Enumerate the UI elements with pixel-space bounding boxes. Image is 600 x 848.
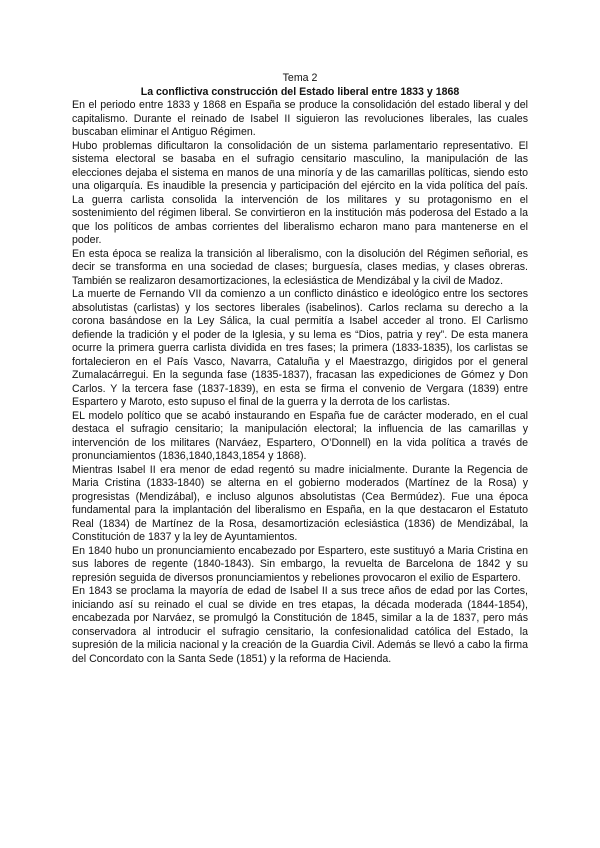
paragraph-political-model: EL modelo político que se acabó instaurando en España fue de carácter moderado, en el cual destaca el sufragio censitario; la manipulación electoral; la influencia de las camarillas y intervención de los militares (Narváez, Espartero, O’Donnell) en la vida política a través de pronunciamientos (1836,1840,1843,1854 y 1868). [72, 409, 528, 462]
paragraph-intro: En el periodo entre 1833 y 1868 en España se produce la consolidación del estado liberal y del capitalismo. Durante el reinado de Isabel II siguieron las revoluciones liberales, las cuales buscaban eliminar el Antiguo Régimen. [72, 99, 528, 138]
paragraph-carlist-war: La muerte de Fernando VII da comienzo a un conflicto dinástico e ideológico entre los sectores absolutistas (carlistas) y los sectores liberales (isabelinos). Carlos reclama su derecho a la corona basándose en la Ley Sálica, la cual permitía a Isabel acceder al trono. El Carlismo defiende la tradición y el poder de la Iglesia, y su lema es “Dios, patria y rey”. De esta manera ocurre la primera guerra carlista dividida en tres fases; la primera (1833-1835), los carlistas se fortalecieron en el País Vasco, Navarra, Cataluña y el Maestrazgo, dirigidos por el general Zumalacárregui. En la segunda fase (1835-1837), fracasan las expediciones de Gómez y Don Carlos. Y la tercera fase (1837-1839), en esta se firma el convenio de Vergara (1839) entre Espartero y Maroto, esto supuso el final de la guerra y la derrota de los carlistas. [72, 288, 528, 408]
paragraph-espartero-regency: En 1840 hubo un pronunciamiento encabezado por Espartero, este sustituyó a Maria Cristina en sus labores de regente (1840-1843). Sin embargo, la revuelta de Barcelona de 1842 y su represión seguida de diversos pronunciamientos y rebeliones provocaron el exilio de Espartero. [72, 544, 528, 584]
document-title: La conflictiva construcción del Estado liberal entre 1833 y 1868 [140, 85, 460, 98]
paragraph-isabel-reign: En 1843 se proclama la mayoría de edad de Isabel II a sus trece años de edad por las Cortes, iniciando así su reinado el cual se divide en tres etapas, la década moderada (1844-1854), encabezada por Narváez, se promulgó la Constitución de 1845, similar a la de 1837, pero más conservadora al introducir el sufragio censitario, la confesionalidad católica del Estado, la supresión de la milicia nacional y la creación de la Guardia Civil. Además se llevó a cabo la firma del Concordato con la Santa Sede (1851) y la reforma de Hacienda. [72, 585, 528, 665]
paragraph-liberal-transition: En esta época se realiza la transición al liberalismo, con la disolución del Régimen señorial, es decir se transforma en una sociedad de clases; burguesía, clases medias, y clases obreras. También se realizaron desamortizaciones, la eclesiástica de Mendizábal y la civil de Madoz. [72, 247, 528, 287]
topic-label: Tema 2 [282, 72, 318, 84]
paragraph-parliamentary-problems: Hubo problemas dificultaron la consolidación de un sistema parlamentario representativo. El sistema electoral se basaba en el sufragio censitario masculino, la manipulación de las elecciones dejaba el sistema en manos de una minoría y de las camarillas políticas, siendo esto una oligarquía. Es inaudible la presencia y participación del ejército en la vida política del país. La guerra carlista consolida la intervención de los militares y su protagonismo en el sostenimiento del régimen liberal. Se convirtieron en la institución más poderosa del Estado a la que los políticos de ambas corrientes del liberalismo echaron mano para mantenerse en el poder. [72, 139, 528, 246]
paragraph-regency-maria-cristina: Mientras Isabel II era menor de edad regentó su madre inicialmente. Durante la Regencia de Maria Cristina (1833-1840) se alterna en el gobierno moderados (Martínez de la Rosa) y progresistas (Mendizábal), e incluso algunos absolutistas (Cea Bermúdez). Fue una época fundamental para la implantación del liberalismo en España, en la que destacaron el Estatuto Real (1834) de Martínez de la Rosa, desamortización eclesiástica (1836) de Mendizábal, la Constitución de 1837 y la ley de Ayuntamientos. [72, 463, 528, 543]
